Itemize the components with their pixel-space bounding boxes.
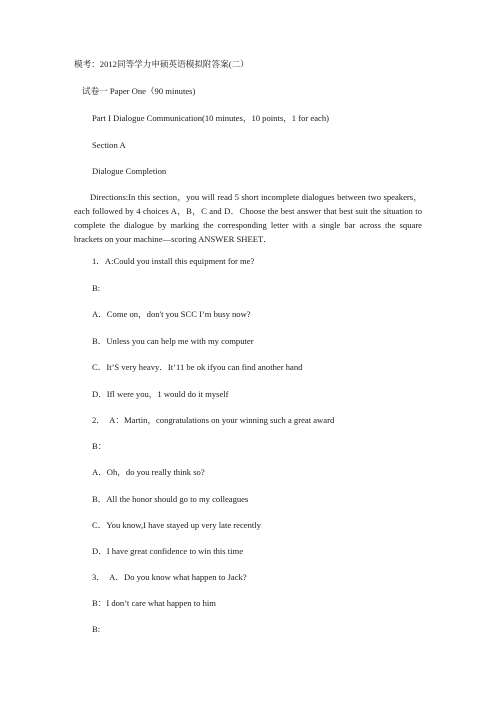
directions-paragraph: Directions:In this section，you will read 5 short incomplete dialogues between two speakers，each followed by 4 choices A，B，C and D．Choose the best answer that best suit the situation to complete the dialogue by marking the corresponding letter with a single bar across the square brackets on your machine—scoring ANSWER SHEET． (74, 192, 422, 244)
question-3-line-b: B：I don’t care what happen to him (92, 598, 216, 608)
section-heading: Section A (92, 140, 126, 150)
question-3-response: B: (92, 624, 101, 634)
paper-heading: 试卷一 Paper One（90 minutes) (82, 86, 196, 96)
question-1-prompt: 1．A:Could you install this equipment for me? (92, 256, 255, 266)
question-2-option-c: C．You know,I have stayed up very late recently (92, 520, 261, 530)
question-1-response: B: (92, 283, 101, 293)
question-1-option-b: B．Unless you can help me with my computer (92, 336, 254, 346)
question-1-option-c: C．It’S very heavy．It’11 be ok ifyou can find another hand (92, 362, 303, 372)
question-2-response: B： (92, 441, 107, 451)
part-heading: Part I Dialogue Communication(10 minutes，10 points，1 for each) (92, 113, 329, 123)
question-2-option-a: A．Oh，do you really think so? (92, 467, 205, 477)
question-1-option-a: A．Come on，don't you SCC I’m busy now? (92, 309, 251, 319)
question-2-prompt: 2． A：Martin，congratulations on your winning such a great award (92, 415, 335, 425)
subsection-heading: Dialogue Completion (92, 166, 167, 176)
question-2-option-d: D．I have great confidence to win this time (92, 546, 244, 556)
question-1-option-d: D．Ifl were you，1 would do it myself (92, 389, 229, 399)
document-title: 模考：2012同等学力申硕英语模拟附答案(二） (74, 59, 249, 69)
question-3-prompt: 3． A．Do you know what happen to Jack? (92, 572, 247, 582)
question-2-option-b: B．All the honor should go to my colleagues (92, 494, 249, 504)
